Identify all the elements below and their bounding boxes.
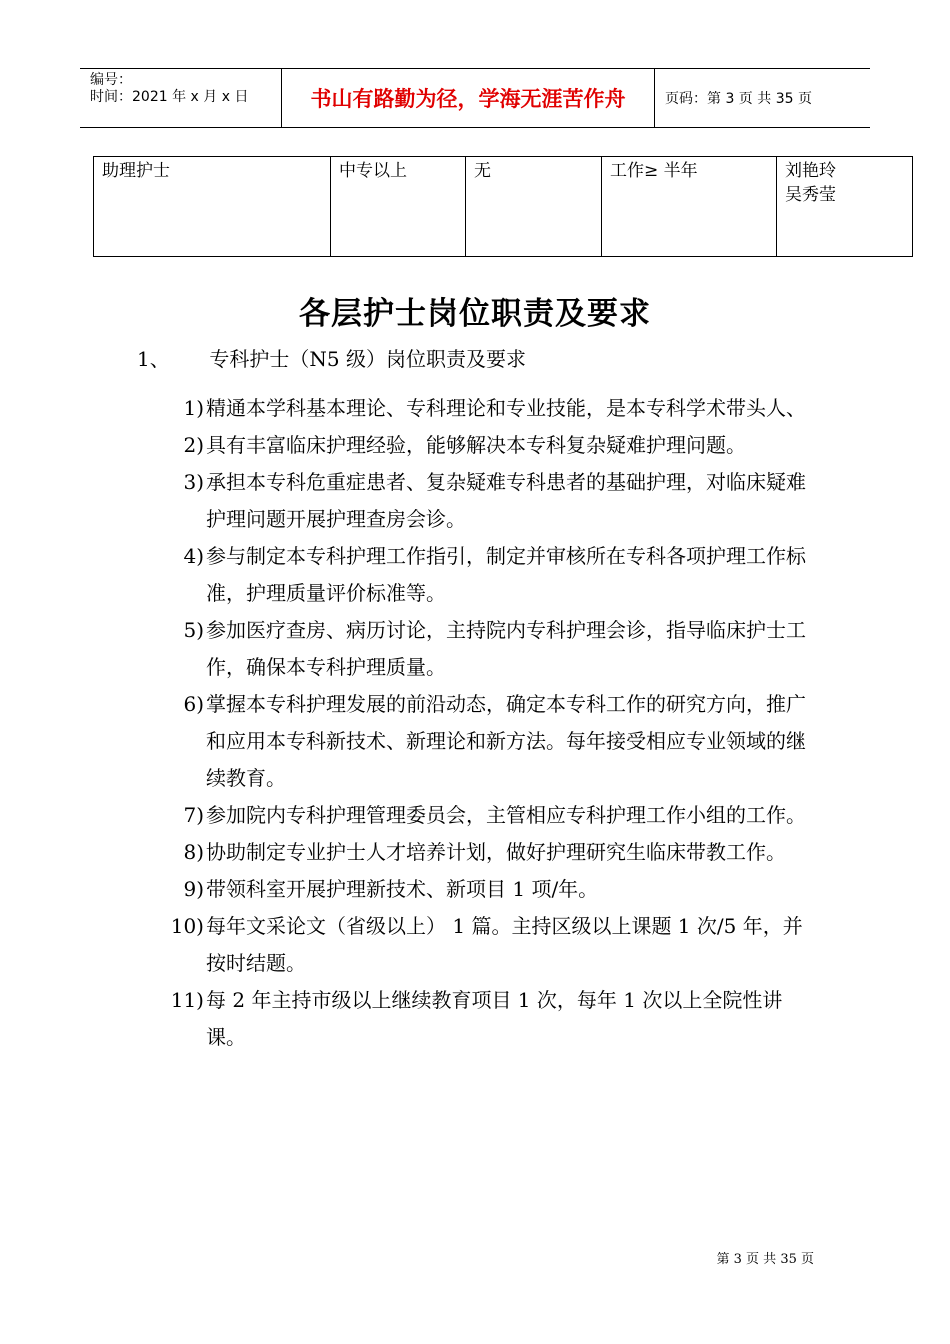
section-heading (137, 343, 526, 372)
info-table (93, 156, 913, 257)
list-item (160, 686, 820, 797)
table-cell: 工作≥ 半年 (602, 157, 777, 257)
document-title: 各层护士岗位职责及要求 (299, 296, 651, 332)
item-number: 10) (170, 914, 204, 938)
list-item (160, 871, 820, 908)
list-item (160, 908, 820, 982)
item-number: 5) (183, 618, 204, 642)
list-item (160, 612, 820, 686)
section-number: 1、 (137, 347, 170, 371)
page-footer: 第 3 页 共 35 页 (716, 1252, 814, 1267)
item-number: 11) (170, 988, 204, 1012)
number-label: 编号： (90, 72, 132, 88)
page-header (80, 68, 870, 128)
item-number: 3) (183, 470, 204, 494)
item-text: 每年文采论文（省级以上） 1 篇。主持区级以上课题 1 次/5 年，并按时结题。 (206, 914, 803, 975)
section-title: 专科护士（N5 级）岗位职责及要求 (209, 347, 526, 371)
list-item (160, 390, 820, 427)
table-cell: 中专以上 (331, 157, 466, 257)
item-text: 参与制定本专科护理工作指引，制定并审核所在专科各项护理工作标准，护理质量评价标准等。 (206, 544, 806, 605)
item-text: 每 2 年主持市级以上继续教育项目 1 次，每年 1 次以上全院性讲课。 (206, 988, 783, 1049)
item-text: 带领科室开展护理新技术、新项目 1 项/年。 (206, 877, 599, 901)
table-cell: 无 (466, 157, 602, 257)
table-cell: 助理护士 (94, 157, 331, 257)
item-number: 9) (183, 877, 204, 901)
list-item (160, 797, 820, 834)
list-item (160, 538, 820, 612)
header-motto: 书山有路勤为径，学海无涯苦作舟 (282, 69, 655, 127)
item-text: 承担本专科危重症患者、复杂疑难专科患者的基础护理，对临床疑难护理问题开展护理查房会诊。 (206, 470, 806, 531)
duty-list (160, 390, 820, 1056)
item-text: 掌握本专科护理发展的前沿动态，确定本专科工作的研究方向，推广和应用本专科新技术、新理论和新方法。每年接受相应专业领域的继续教育。 (206, 692, 806, 790)
item-number: 4) (183, 544, 204, 568)
item-number: 8) (183, 840, 204, 864)
item-text: 具有丰富临床护理经验，能够解决本专科复杂疑难护理问题。 (206, 433, 746, 457)
item-text: 协助制定专业护士人才培养计划，做好护理研究生临床带教工作。 (206, 840, 786, 864)
list-item (160, 427, 820, 464)
item-number: 6) (183, 692, 204, 716)
item-number: 7) (183, 803, 204, 827)
list-item (160, 834, 820, 871)
list-item (160, 982, 820, 1056)
header-meta (80, 69, 282, 127)
item-text: 参加医疗查房、病历讨论，主持院内专科护理会诊，指导临床护士工作，确保本专科护理质量。 (206, 618, 806, 679)
table-cell: 刘艳玲 吴秀莹 (777, 157, 913, 257)
time-label: 时间：2021 年 x 月 x 日 (90, 89, 249, 105)
list-item (160, 464, 820, 538)
item-number: 2) (183, 433, 204, 457)
item-text: 参加院内专科护理管理委员会，主管相应专科护理工作小组的工作。 (206, 803, 806, 827)
table-row (94, 157, 913, 257)
header-page-label: 页码：第 3 页 共 35 页 (665, 91, 812, 107)
item-text: 精通本学科基本理论、专科理论和专业技能，是本专科学术带头人、 (206, 396, 806, 420)
item-number: 1) (183, 396, 204, 420)
